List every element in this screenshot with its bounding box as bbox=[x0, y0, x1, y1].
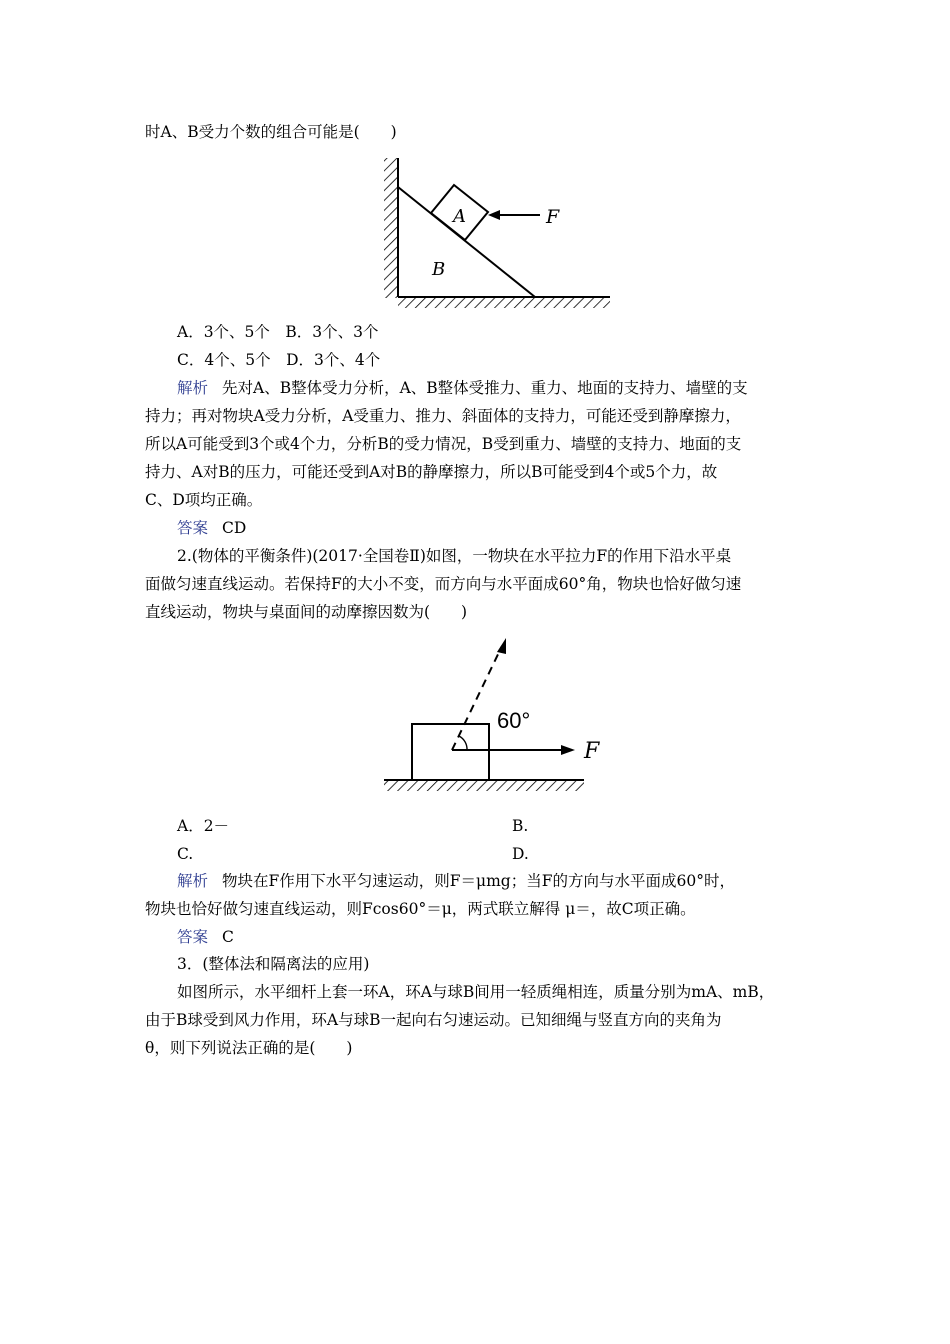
force-arrowhead bbox=[488, 210, 500, 220]
q2-analysis-first bbox=[177, 871, 735, 891]
q2-answer bbox=[177, 927, 234, 947]
q1-options-row2: C．4个、5个 D．3个、4个 bbox=[177, 351, 381, 369]
wall-hatch bbox=[384, 158, 398, 298]
q1-answer-label: 答案 bbox=[177, 519, 209, 537]
q2-stem-line: 直线运动，物块与桌面间的动摩擦因数为( ) bbox=[145, 603, 468, 621]
q2-figure bbox=[380, 630, 620, 800]
q2-option-a: A．2－ bbox=[177, 817, 230, 835]
ground-hatch bbox=[398, 297, 610, 308]
block bbox=[412, 724, 489, 780]
q3-stem-line: 如图所示，水平细杆上套一环A，环A与球B间用一轻质绳相连，质量分别为mA、mB， bbox=[177, 983, 775, 1001]
q1-answer-value: CD bbox=[222, 519, 247, 537]
q2-answer-label: 答案 bbox=[177, 928, 209, 946]
wedge-b-label: B bbox=[432, 259, 446, 280]
q2-option-d: D. bbox=[512, 845, 529, 863]
q3-title: 3．(整体法和隔离法的应用) bbox=[177, 955, 370, 973]
q2-option-b: B. bbox=[512, 817, 529, 835]
q1-stem: 时A、B受力个数的组合可能是( ) bbox=[145, 123, 397, 141]
q1-analysis-label: 解析 bbox=[177, 379, 209, 397]
horizontal-force-arrowhead bbox=[561, 745, 575, 755]
q2-stem-line: 2.(物体的平衡条件)(2017·全国卷Ⅱ)如图，一物块在水平拉力F的作用下沿水平桌 bbox=[177, 547, 732, 565]
q1-analysis-line: C、D项均正确。 bbox=[145, 491, 263, 509]
force-label: F bbox=[546, 206, 560, 228]
q3-stem-line: 由于B球受到风力作用，环A与球B一起向右匀速运动。已知细绳与竖直方向的夹角为 bbox=[145, 1011, 722, 1029]
q2-analysis-label: 解析 bbox=[177, 872, 209, 890]
q3-stem-line: θ，则下列说法正确的是( ) bbox=[145, 1039, 353, 1057]
table-hatch bbox=[384, 780, 584, 791]
q1-analysis-line: 持力；再对物块A受力分析，A受重力、推力、斜面体的支持力，可能还受到静摩擦力， bbox=[145, 407, 741, 425]
q1-analysis-line: 所以A可能受到3个或4个力，分析B的受力情况，B受到重力、墙壁的支持力、地面的支 bbox=[145, 435, 742, 453]
q1-analysis-line: 先对A、B整体受力分析，A、B整体受推力、重力、地面的支持力、墙壁的支 bbox=[222, 379, 748, 397]
block-a-label: A bbox=[453, 206, 466, 227]
q1-answer bbox=[177, 518, 246, 538]
q1-figure bbox=[370, 150, 620, 310]
dashed-force-arrowhead bbox=[497, 638, 506, 654]
q2-stem-line: 面做匀速直线运动。若保持F的大小不变，而方向与水平面成60°角，物块也恰好做匀速 bbox=[145, 575, 742, 593]
q1-analysis-line: 持力、A对B的压力，可能还受到A对B的静摩擦力，所以B可能受到4个或5个力，故 bbox=[145, 463, 718, 481]
q1-options-row1: A．3个、5个 B．3个、3个 bbox=[177, 323, 379, 341]
q1-analysis-first bbox=[177, 378, 748, 398]
q2-answer-value: C bbox=[222, 928, 234, 946]
q2-analysis-line: 物块也恰好做匀速直线运动，则Fcos60°＝μ，两式联立解得 μ＝，故C项正确。 bbox=[145, 900, 696, 918]
angle-label: 60° bbox=[497, 708, 531, 733]
force-label: F bbox=[584, 739, 600, 764]
q2-option-c: C. bbox=[177, 845, 194, 863]
q2-analysis-line: 物块在F作用下水平匀速运动，则F＝μmg；当F的方向与水平面成60°时， bbox=[222, 872, 735, 890]
